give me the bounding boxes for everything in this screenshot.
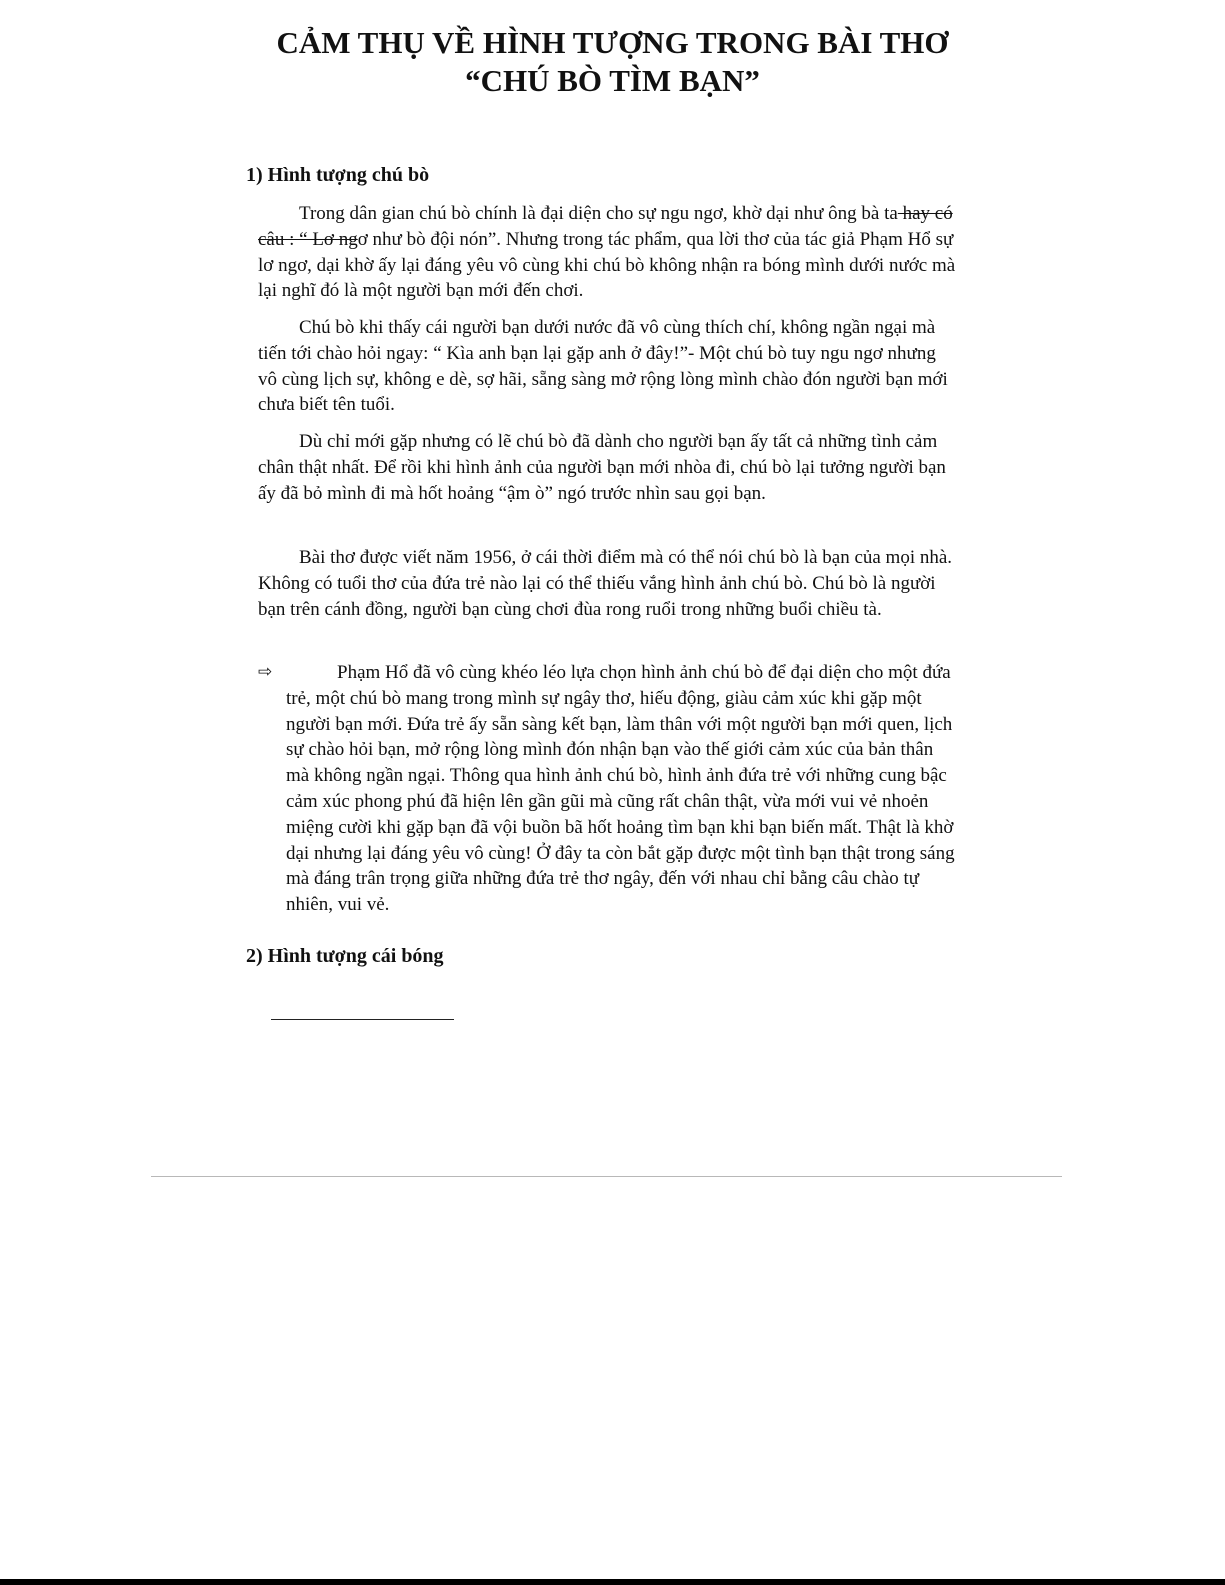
conclusion-paragraph: Phạm Hổ đã vô cùng khéo léo lựa chọn hình ảnh chú bò để đại diện cho một đứa trẻ, một chú bò mang trong mình sự ngây thơ, hiếu động, giàu cảm xúc khi gặp một người bạn mới. Đứa trẻ ấy sẵn sàng kết bạn, làm thân với một người bạn mới quen, lịch sự chào hỏi bạn, mở rộng lòng mình đón nhận bạn vào thế giới cảm xúc của bản thân mà không ngần ngại. Thông qua hình ảnh chú bò, hình ảnh đứa trẻ với những cung bậc cảm xúc phong phú đã hiện lên gần gũi mà cũng rất chân thật, vừa mới vui vẻ nhoẻn miệng cười khi gặp bạn đã vội buồn bã hốt hoảng tìm bạn khi bạn biến mất. Thật là khờ dại nhưng lại đáng yêu vô cùng! Ở đây ta còn bắt gặp được một tình bạn thật trong sáng mà đáng trân trọng giữa những đứa trẻ thơ ngây, đến với nhau chỉ bằng câu chào tự nhiên, vui vẻ. bbox=[286, 662, 955, 916]
paragraph-1 bbox=[258, 201, 958, 304]
title-line-1: CẢM THỤ VỀ HÌNH TƯỢNG TRONG BÀI THƠ bbox=[276, 25, 949, 60]
paragraph-4: Bài thơ được viết năm 1956, ở cái thời điểm mà có thể nói chú bò là bạn của mọi nhà. Không có tuổi thơ của đứa trẻ nào lại có thể thiếu vắng hình ảnh chú bò. Chú bò là người bạn trên cánh đồng, người bạn cùng chơi đùa rong ruổi trong những buổi chiều tà. bbox=[258, 547, 953, 620]
paragraph-2: Chú bò khi thấy cái người bạn dưới nước đã vô cùng thích chí, không ngần ngại mà tiến tới chào hỏi ngay: “ Kìa anh bạn lại gặp anh ở đây!”- Một chú bò tuy ngu ngơ nhưng vô cùng lịch sự, không e dè, sợ hãi, sẵng sàng mở rộng lòng mình chào đón người bạn mới chưa biết tên tuổi. bbox=[258, 317, 948, 416]
page-title bbox=[0, 24, 1225, 100]
paragraph-3: Dù chỉ mới gặp nhưng có lẽ chú bò đã dành cho người bạn ấy tất cả những tình cảm chân thật nhất. Để rồi khi hình ảnh của người bạn mới nhòa đi, chú bò lại tưởng người bạn ấy đã bỏ mình đi mà hốt hoảng “ậm ò” ngó trước nhìn sau gọi bạn. bbox=[258, 431, 946, 504]
paragraph-1-text-b: ơ như bò đội nón”. Nhưng trong tác phẩm, qua lời thơ của tác giả Phạm Hổ sự lơ ngơ, dại khờ ấy lại đáng yêu vô cùng khi chú bò không nhận ra bóng mình dưới nước mà lại nghĩ đó là một người bạn mới đến chơi. bbox=[258, 228, 956, 302]
section-1-heading: 1) Hình tượng chú bò bbox=[246, 164, 430, 186]
strikethrough-text: hay có câu : “ Lơ ng bbox=[258, 203, 953, 250]
page-divider bbox=[151, 1176, 1062, 1177]
bottom-edge-bar bbox=[0, 1579, 1225, 1585]
footnote-separator bbox=[271, 1019, 454, 1020]
title-line-2: “CHÚ BÒ TÌM BẠN” bbox=[465, 63, 760, 98]
conclusion-block bbox=[258, 660, 958, 918]
section-2-heading: 2) Hình tượng cái bóng bbox=[246, 945, 444, 967]
right-arrow-icon: ⇨ bbox=[258, 662, 273, 682]
paragraph-1-text-a: Trong dân gian chú bò chính là đại diện cho sự ngu ngơ, khờ dại như ông bà ta bbox=[299, 203, 898, 224]
